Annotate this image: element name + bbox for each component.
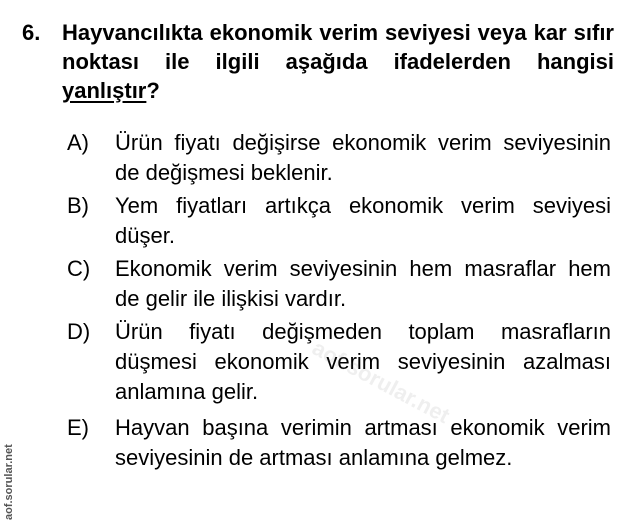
option-e[interactable] (67, 413, 611, 473)
option-a[interactable] (67, 128, 611, 188)
watermark-diagonal: aof.sorular.net (308, 335, 454, 429)
option-d[interactable] (67, 317, 611, 407)
option-letter: D) (67, 319, 91, 344)
question-text-main: Hayvancılıkta ekonomik verim seviyesi veya kar sıfır noktası ile ilgili aşağıda ifadelerden hangisi (62, 20, 614, 74)
option-letter: A) (67, 130, 89, 155)
option-letter: C) (67, 256, 91, 281)
option-letter: E) (67, 415, 89, 440)
option-text: Ürün fiyatı değişirse ekonomik verim seviyesinin de değişmesi beklenir. (115, 130, 611, 185)
question-text-end: ? (146, 78, 160, 103)
option-text: Hayvan başına verimin artması ekonomik verim seviyesinin de artması anlamına gelmez. (115, 415, 611, 470)
option-text: Ekonomik verim seviyesinin hem masraflar hem de gelir ile ilişkisi vardır. (115, 256, 611, 311)
watermark-side: aof.sorular.net (3, 444, 15, 520)
option-text: Ürün fiyatı değişmeden toplam masrafların düşmesi ekonomik verim seviyesinin azalması anlamına gelir. (115, 319, 611, 404)
question-emphasis: yanlıştır (62, 78, 147, 103)
answer-options (67, 128, 611, 476)
question (22, 18, 614, 105)
question-text (62, 18, 614, 105)
option-c[interactable] (67, 254, 611, 314)
option-letter: B) (67, 193, 89, 218)
question-number: 6. (22, 20, 41, 45)
option-text: Yem fiyatları artıkça ekonomik verim seviyesi düşer. (115, 193, 611, 248)
option-b[interactable] (67, 191, 611, 251)
